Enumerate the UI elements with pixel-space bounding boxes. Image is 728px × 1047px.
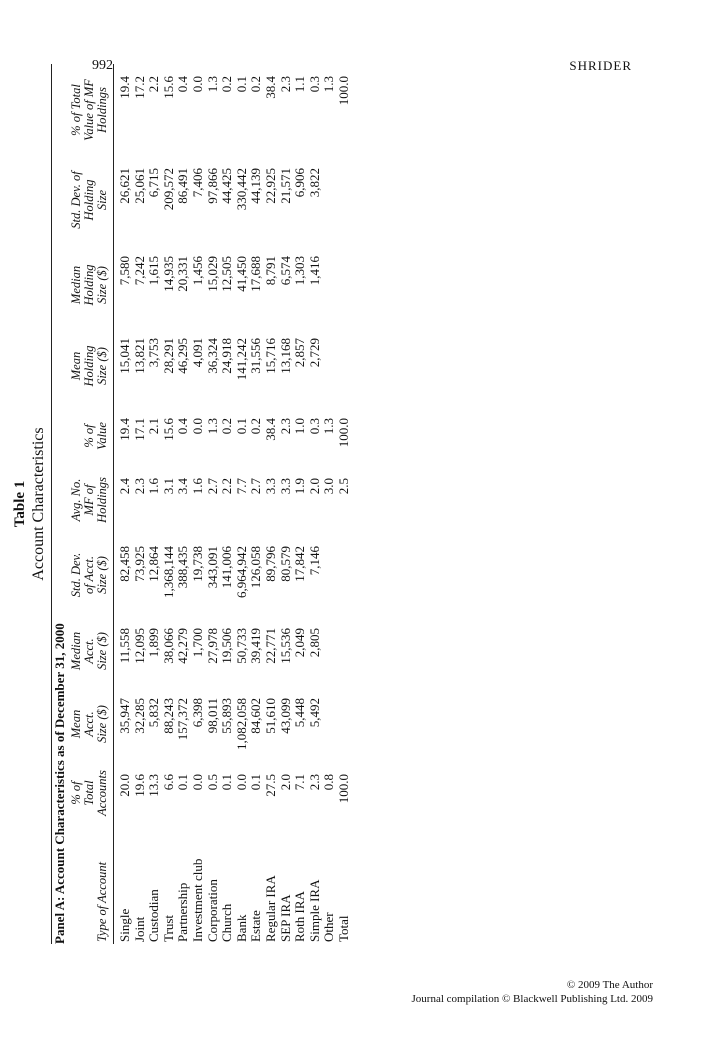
value-cell: 0.2 <box>219 76 235 93</box>
value-cell: 20,331 <box>175 256 191 292</box>
value-cell: 19.4 <box>117 418 132 441</box>
value-cell: 0.0 <box>189 76 205 93</box>
table-row <box>176 64 191 944</box>
column-header <box>68 64 114 156</box>
account-type-cell: SEP IRA <box>277 894 293 942</box>
value-cell: 82,458 <box>117 546 132 582</box>
value-cell: 1.6 <box>146 478 162 495</box>
value-cell: 26,621 <box>117 168 132 204</box>
value-cell: 3,753 <box>146 338 162 368</box>
account-type-cell: Bank <box>233 914 249 942</box>
column-header <box>68 534 114 616</box>
value-cell <box>322 616 337 686</box>
value-cell: 22,771 <box>262 628 278 664</box>
table-row <box>206 64 221 944</box>
value-cell: 2.2 <box>219 478 235 495</box>
value-cell: 80,579 <box>277 546 293 582</box>
value-cell: 8,791 <box>262 256 278 286</box>
account-type-cell: Single <box>117 908 132 942</box>
value-cell: 2,805 <box>306 628 322 658</box>
column-header-line: Mean <box>69 709 83 739</box>
account-type-cell: Regular IRA <box>262 875 278 942</box>
column-header-line: Total <box>82 780 96 806</box>
value-cell: 6,906 <box>292 168 308 198</box>
value-cell: 13.3 <box>146 774 162 797</box>
account-type-cell: Corporation <box>204 879 220 942</box>
value-cell: 1,899 <box>146 628 162 658</box>
value-cell: 14,935 <box>160 256 176 292</box>
value-cell: 32,285 <box>131 698 147 734</box>
value-cell: 15,536 <box>277 628 293 664</box>
value-cell: 0.1 <box>175 774 191 791</box>
value-cell: 28,291 <box>160 338 176 374</box>
column-header-line: Holding <box>82 345 96 387</box>
value-cell: 11,558 <box>117 628 132 664</box>
value-cell: 20.0 <box>117 774 132 797</box>
value-cell <box>322 244 337 326</box>
account-type-cell: Estate <box>248 910 264 942</box>
value-cell: 27.5 <box>262 774 278 797</box>
value-cell <box>337 326 352 406</box>
account-type-cell: Roth IRA <box>292 891 308 942</box>
value-cell: 100.0 <box>335 774 351 804</box>
value-cell: 1.0 <box>292 418 308 435</box>
column-header <box>68 762 114 824</box>
value-cell: 2.3 <box>277 76 293 93</box>
value-cell: 19.6 <box>131 774 147 797</box>
value-cell <box>337 244 352 326</box>
value-cell: 1,456 <box>189 256 205 286</box>
account-type-cell: Custodian <box>146 889 162 942</box>
value-cell: 6,574 <box>277 256 293 286</box>
value-cell: 55,893 <box>219 698 235 734</box>
value-cell: 24,918 <box>219 338 235 374</box>
value-cell: 0.0 <box>233 774 249 791</box>
column-header <box>68 466 114 534</box>
value-cell: 2.3 <box>277 418 293 435</box>
value-cell: 4,091 <box>189 338 205 368</box>
value-cell: 31,556 <box>248 338 264 374</box>
table-row <box>147 64 162 944</box>
value-cell: 141,242 <box>233 338 249 381</box>
value-cell: 13,168 <box>277 338 293 374</box>
value-cell: 44,139 <box>248 168 264 204</box>
value-cell: 7.1 <box>292 774 308 791</box>
value-cell: 2.0 <box>277 774 293 791</box>
account-type-cell: Trust <box>160 915 176 942</box>
table-row <box>293 64 308 944</box>
value-cell: 2.5 <box>335 478 351 495</box>
value-cell: 19,506 <box>219 628 235 664</box>
value-cell <box>322 686 337 762</box>
value-cell: 6.6 <box>160 774 176 791</box>
value-cell: 0.8 <box>321 774 337 791</box>
value-cell: 3.1 <box>160 478 176 495</box>
value-cell: 2,729 <box>306 338 322 368</box>
value-cell: 100.0 <box>335 76 351 106</box>
value-cell: 27,978 <box>204 628 220 664</box>
value-cell: 2.7 <box>204 478 220 495</box>
header-row <box>68 64 114 944</box>
value-cell <box>322 156 337 244</box>
value-cell: 2.7 <box>248 478 264 495</box>
column-header-line: of Acct. <box>82 556 96 594</box>
table-row <box>249 64 264 944</box>
value-cell: 209,572 <box>160 168 176 211</box>
value-cell: 12,505 <box>219 256 235 292</box>
column-header <box>68 616 114 686</box>
value-cell: 0.1 <box>233 76 249 93</box>
column-header-line: Size <box>95 189 109 211</box>
value-cell: 7.7 <box>233 478 249 495</box>
value-cell: 2,857 <box>292 338 308 368</box>
rotated-table-block <box>11 64 471 944</box>
column-header <box>68 244 114 326</box>
value-cell <box>337 156 352 244</box>
value-cell: 2.3 <box>306 774 322 791</box>
column-header <box>68 326 114 406</box>
account-type-cell: Investment club <box>189 858 205 942</box>
column-header <box>68 686 114 762</box>
value-cell: 0.0 <box>189 418 205 435</box>
value-cell: 13,821 <box>131 338 147 374</box>
value-cell: 1,082,058 <box>233 698 249 750</box>
table-row <box>235 64 250 944</box>
value-cell: 0.4 <box>175 76 191 93</box>
value-cell: 1.3 <box>204 418 220 435</box>
value-cell: 98,011 <box>204 698 220 734</box>
running-head: SHRIDER <box>569 58 632 73</box>
value-cell: 12,864 <box>146 546 162 582</box>
table-row <box>322 64 337 944</box>
column-header-line: Mean <box>69 351 83 381</box>
value-cell: 6,715 <box>146 168 162 198</box>
value-cell: 19.4 <box>117 76 132 99</box>
value-cell: 3.3 <box>262 478 278 495</box>
value-cell: 38.4 <box>262 76 278 99</box>
value-cell: 157,372 <box>175 698 191 741</box>
value-cell: 3.3 <box>277 478 293 495</box>
value-cell: 17.1 <box>131 418 147 441</box>
value-cell: 1,615 <box>146 256 162 286</box>
value-cell: 0.1 <box>219 774 235 791</box>
value-cell: 38.4 <box>262 418 278 441</box>
panel-title: Panel A: Account Characteristics as of December 31, 2000 <box>52 623 67 944</box>
value-cell: 2,049 <box>292 628 308 658</box>
value-cell: 343,091 <box>204 546 220 589</box>
value-cell: 1,303 <box>292 256 308 286</box>
column-header <box>68 406 114 466</box>
value-cell: 100.0 <box>335 418 351 448</box>
account-type-cell: Other <box>321 912 337 942</box>
account-type-cell: Total <box>335 915 351 942</box>
value-cell: 0.2 <box>219 418 235 435</box>
value-cell: 22,925 <box>262 168 278 204</box>
table-row <box>133 64 148 944</box>
page-number: 992 <box>92 58 113 73</box>
table-row <box>191 64 206 944</box>
account-type-cell: Church <box>219 903 235 942</box>
value-cell: 6,964,942 <box>233 546 249 598</box>
column-header-line: Value of MF <box>82 79 96 141</box>
value-cell <box>322 326 337 406</box>
value-cell: 6,398 <box>189 698 205 728</box>
value-cell: 1.9 <box>292 478 308 495</box>
copyright-line: © 2009 The Author <box>566 979 653 991</box>
value-cell: 42,279 <box>175 628 191 664</box>
value-cell: 17,842 <box>292 546 308 582</box>
column-header-line: Size ($) <box>95 266 109 304</box>
value-cell: 0.5 <box>204 774 220 791</box>
value-cell: 38,066 <box>160 628 176 664</box>
value-cell: 0.2 <box>248 418 264 435</box>
value-cell: 1.3 <box>321 418 337 435</box>
value-cell: 36,324 <box>204 338 220 374</box>
column-header-line: Holding <box>82 264 96 306</box>
value-cell: 3.0 <box>321 478 337 495</box>
account-type-cell: Partnership <box>175 882 191 942</box>
value-cell: 51,610 <box>262 698 278 734</box>
value-cell: 0.0 <box>189 774 205 791</box>
column-header-line: % of <box>69 781 83 805</box>
value-cell: 7,580 <box>117 256 132 286</box>
value-cell: 46,295 <box>175 338 191 374</box>
column-header-line: MF of <box>82 484 96 516</box>
table-number: Table 1 <box>12 480 28 528</box>
value-cell: 73,925 <box>131 546 147 582</box>
value-cell: 1.6 <box>189 478 205 495</box>
journal-compilation-line: Journal compilation © Blackwell Publishing Ltd. 2009 <box>411 993 653 1005</box>
column-header-line: Median <box>69 631 83 671</box>
column-header-line: Median <box>69 265 83 305</box>
value-cell: 84,602 <box>248 698 264 734</box>
value-cell: 141,006 <box>219 546 235 589</box>
column-header-line: Holdings <box>95 477 109 523</box>
column-header-line: Size ($) <box>95 347 109 385</box>
value-cell: 1.3 <box>321 76 337 93</box>
value-cell: 2.2 <box>146 76 162 93</box>
value-cell: 43,099 <box>277 698 293 734</box>
value-cell: 3,822 <box>306 168 322 198</box>
table-row <box>220 64 235 944</box>
column-header-line: Acct. <box>82 638 96 664</box>
value-cell: 1,416 <box>306 256 322 286</box>
value-cell: 1,700 <box>189 628 205 658</box>
value-cell: 15,716 <box>262 338 278 374</box>
value-cell: 126,058 <box>248 546 264 589</box>
value-cell: 330,442 <box>233 168 249 211</box>
value-cell: 5,448 <box>292 698 308 728</box>
value-cell: 0.1 <box>233 418 249 435</box>
value-cell: 2.0 <box>306 478 322 495</box>
table-row <box>114 64 133 944</box>
value-cell: 25,061 <box>131 168 147 204</box>
value-cell: 1.3 <box>204 76 220 93</box>
column-header <box>68 824 114 944</box>
value-cell: 17,688 <box>248 256 264 292</box>
value-cell: 2.4 <box>117 478 132 495</box>
value-cell: 5,832 <box>146 698 162 728</box>
column-header-line: Std. Dev. of <box>69 171 83 229</box>
value-cell: 35,947 <box>117 698 132 734</box>
value-cell: 15.6 <box>160 76 176 99</box>
value-cell: 39,419 <box>248 628 264 664</box>
value-cell: 1.1 <box>292 76 308 93</box>
column-header <box>68 156 114 244</box>
value-cell: 1,368,144 <box>160 546 176 598</box>
value-cell: 21,571 <box>277 168 293 204</box>
value-cell: 0.2 <box>248 76 264 93</box>
account-type-cell: Simple IRA <box>306 879 322 942</box>
value-cell: 0.3 <box>306 418 322 435</box>
value-cell: 88,243 <box>160 698 176 734</box>
value-cell: 15,041 <box>117 338 132 374</box>
value-cell: 15,029 <box>204 256 220 292</box>
value-cell <box>337 686 352 762</box>
column-header-line: Type of Account <box>95 861 109 942</box>
column-header-line: Size ($) <box>95 556 109 594</box>
value-cell: 3.4 <box>175 478 191 495</box>
column-header-line: Std. Dev. <box>69 552 83 598</box>
column-header-line: Holdings <box>95 87 109 133</box>
table-row <box>162 64 177 944</box>
value-cell: 5,492 <box>306 698 322 728</box>
value-cell: 12,095 <box>131 628 147 664</box>
table-body <box>114 64 352 944</box>
column-header-line: Avg. No. <box>69 478 83 522</box>
value-cell: 388,435 <box>175 546 191 589</box>
value-cell: 0.4 <box>175 418 191 435</box>
value-cell: 0.1 <box>248 774 264 791</box>
column-header-line: Acct. <box>82 711 96 737</box>
account-type-cell: Joint <box>131 916 147 942</box>
column-header-line: Size ($) <box>95 705 109 743</box>
column-header-line: Holding <box>82 179 96 221</box>
value-cell: 0.3 <box>306 76 322 93</box>
value-cell: 7,406 <box>189 168 205 198</box>
table-row <box>337 64 352 944</box>
value-cell: 2.1 <box>146 418 162 435</box>
value-cell: 19,738 <box>189 546 205 582</box>
value-cell: 15.6 <box>160 418 176 441</box>
value-cell: 7,242 <box>131 256 147 286</box>
column-header-line: Value <box>95 422 109 450</box>
table-row <box>279 64 294 944</box>
column-header-line: % of Total <box>69 84 83 136</box>
column-header-line: % of <box>82 424 96 448</box>
value-cell: 86,491 <box>175 168 191 204</box>
footer <box>412 978 653 1006</box>
value-cell <box>337 534 352 616</box>
table-row <box>308 64 323 944</box>
value-cell: 17.2 <box>131 76 147 99</box>
value-cell: 89,796 <box>262 546 278 582</box>
table-row <box>264 64 279 944</box>
value-cell: 7,146 <box>306 546 322 576</box>
value-cell: 44,425 <box>219 168 235 204</box>
value-cell: 41,450 <box>233 256 249 292</box>
value-cell <box>337 616 352 686</box>
column-header-line: Size ($) <box>95 632 109 670</box>
value-cell <box>322 534 337 616</box>
value-cell: 97,866 <box>204 168 220 204</box>
value-cell: 2.3 <box>131 478 147 495</box>
value-cell: 50,733 <box>233 628 249 664</box>
account-characteristics-table <box>68 64 352 944</box>
column-header-line: Accounts <box>95 770 109 816</box>
table-title: Account Characteristics <box>30 427 47 581</box>
